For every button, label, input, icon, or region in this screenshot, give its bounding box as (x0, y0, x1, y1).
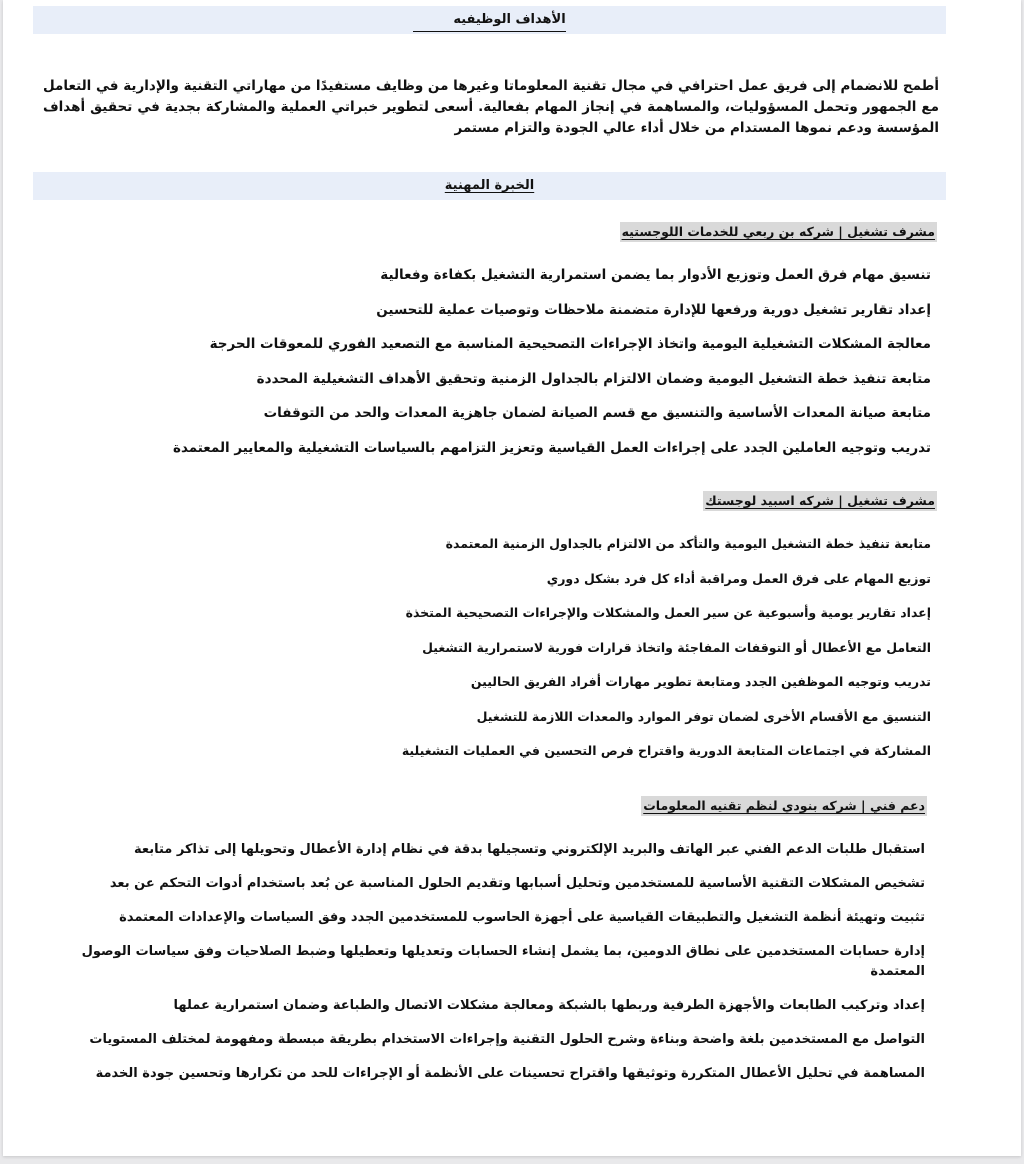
task-item: تثبيت وتهيئة أنظمة التشغيل والتطبيقات القياسية على أجهزة الحاسوب للمستخدمين الجدد وفق السياسات والإعدادات المعتمدة (119, 910, 925, 925)
task-item: استقبال طلبات الدعم الفني عبر الهاتف والبريد الإلكتروني وتسجيلها بدقة في نظام إدارة الأعطال وتحويلها إلى تذاكر متابعة (134, 842, 925, 857)
job-3-tasks (75, 840, 925, 1098)
task-item: التنسيق مع الأقسام الأخرى لضمان توفر الموارد والمعدات اللازمة للتشغيل (476, 708, 931, 724)
task-item: معالجة المشكلات التشغيلية اليومية واتخاذ الإجراءات التصحيحية المناسبة مع التصعيد الفوري للمعوقات الحرجة (209, 336, 931, 352)
task-item: متابعة تنفيذ خطة التشغيل اليومية وضمان الالتزام بالجداول الزمنية وتحقيق الأهداف التشغيلية المحددة (256, 370, 931, 387)
task-item: توزيع المهام على فرق العمل ومراقبة أداء كل فرد بشكل دوري (546, 570, 931, 586)
objectives-heading-bar (33, 6, 946, 34)
job-title-2: مشرف تشغيل | شركه اسبيد لوجستك (703, 491, 937, 511)
task-item: متابعة تنفيذ خطة التشغيل اليومية والتأكد من الالتزام بالجداول الزمنية المعتمدة (445, 536, 931, 551)
job-1-tasks (173, 265, 931, 472)
task-item: تنسيق مهام فرق العمل وتوزيع الأدوار بما يضمن استمرارية التشغيل بكفاءة وفعالية (380, 267, 931, 283)
experience-heading-bar (33, 172, 946, 200)
objective-paragraph: أطمح للانضمام إلى فريق عمل احترافي في مجال تقنية المعلوماتا وغيرها من وظايف مستفيدًا من مهاراتي التقنية والإدارية في التعامل مع الجمهور وتحمل المسؤوليات، والمساهمة في إنجاز المهام بفعالية. أسعى لتطوير خبراتي العملية والمشاركة بجدية في تحقيق أهداف المؤسسة ودعم نموها المستدام من خلال أداء عالي الجودة والتزام مستمر (43, 78, 939, 136)
task-item: تشخيص المشكلات التقنية الأساسية للمستخدمين وتحليل أسبابها وتقديم الحلول المناسبة عن بُعد باستخدام أدوات التحكم عن بعد (109, 876, 925, 891)
task-item: المساهمة في تحليل الأعطال المتكررة وتوثيقها واقتراح تحسينات على الأنظمة أو الإجراءات للحد من تكرارها وتحسين جودة الخدمة (95, 1066, 925, 1081)
job-2-tasks (402, 534, 931, 776)
task-item: إدارة حسابات المستخدمين على نطاق الدومين، بما يشمل إنشاء الحسابات وتعديلها وتعطيلها وضبط الصلاحيات وفق سياسات الوصول المعتمدة (81, 944, 925, 979)
task-item: المشاركة في اجتماعات المتابعة الدورية واقتراح فرص التحسين في العمليات التشغيلية (401, 743, 931, 758)
objectives-heading: الأهداف الوظيفيه (413, 9, 565, 32)
task-item: التواصل مع المستخدمين بلغة واضحة وبناءة وشرح الحلول التقنية وإجراءات الاستخدام بطريقة مبسطة ومفهومة لمختلف المستويات (89, 1032, 925, 1047)
task-item: إعداد وتركيب الطابعات والأجهزة الطرفية وربطها بالشبكة ومعالجة مشكلات الاتصال والطباعة وضمان استمرارية عملها (173, 998, 925, 1013)
task-item: إعداد تقارير يومية وأسبوعية عن سير العمل والمشكلات والإجراءات التصحيحية المتخذة (405, 605, 931, 620)
task-item: تدريب وتوجيه العاملين الجدد على إجراءات العمل القياسية وتعزيز التزامهم بالسياسات التشغيلية والمعايير المعتمدة (172, 439, 931, 456)
job-title-1: مشرف تشغيل | شركه بن ربعي للخدمات اللوجستيه (620, 222, 937, 242)
job-title-3: دعم فني | شركه بنودي لنظم تقنيه المعلومات (641, 796, 927, 816)
task-item: إعداد تقارير تشغيل دورية ورفعها للإدارة متضمنة ملاحظات وتوصيات عملية للتحسين (376, 301, 931, 318)
task-item: التعامل مع الأعطال أو التوقفات المفاجئة واتخاذ قرارات فورية لاستمرارية التشغيل (422, 639, 931, 655)
experience-heading: الخبرة المهنية (444, 178, 535, 193)
document-page (3, 0, 1021, 1156)
task-item: متابعة صيانة المعدات الأساسية والتنسيق مع قسم الصيانة لضمان جاهزية المعدات والحد من التوقفات (263, 405, 931, 421)
task-item: تدريب وتوجيه الموظفين الجدد ومتابعة تطوير مهارات أفراد الفريق الحاليين (470, 674, 931, 689)
